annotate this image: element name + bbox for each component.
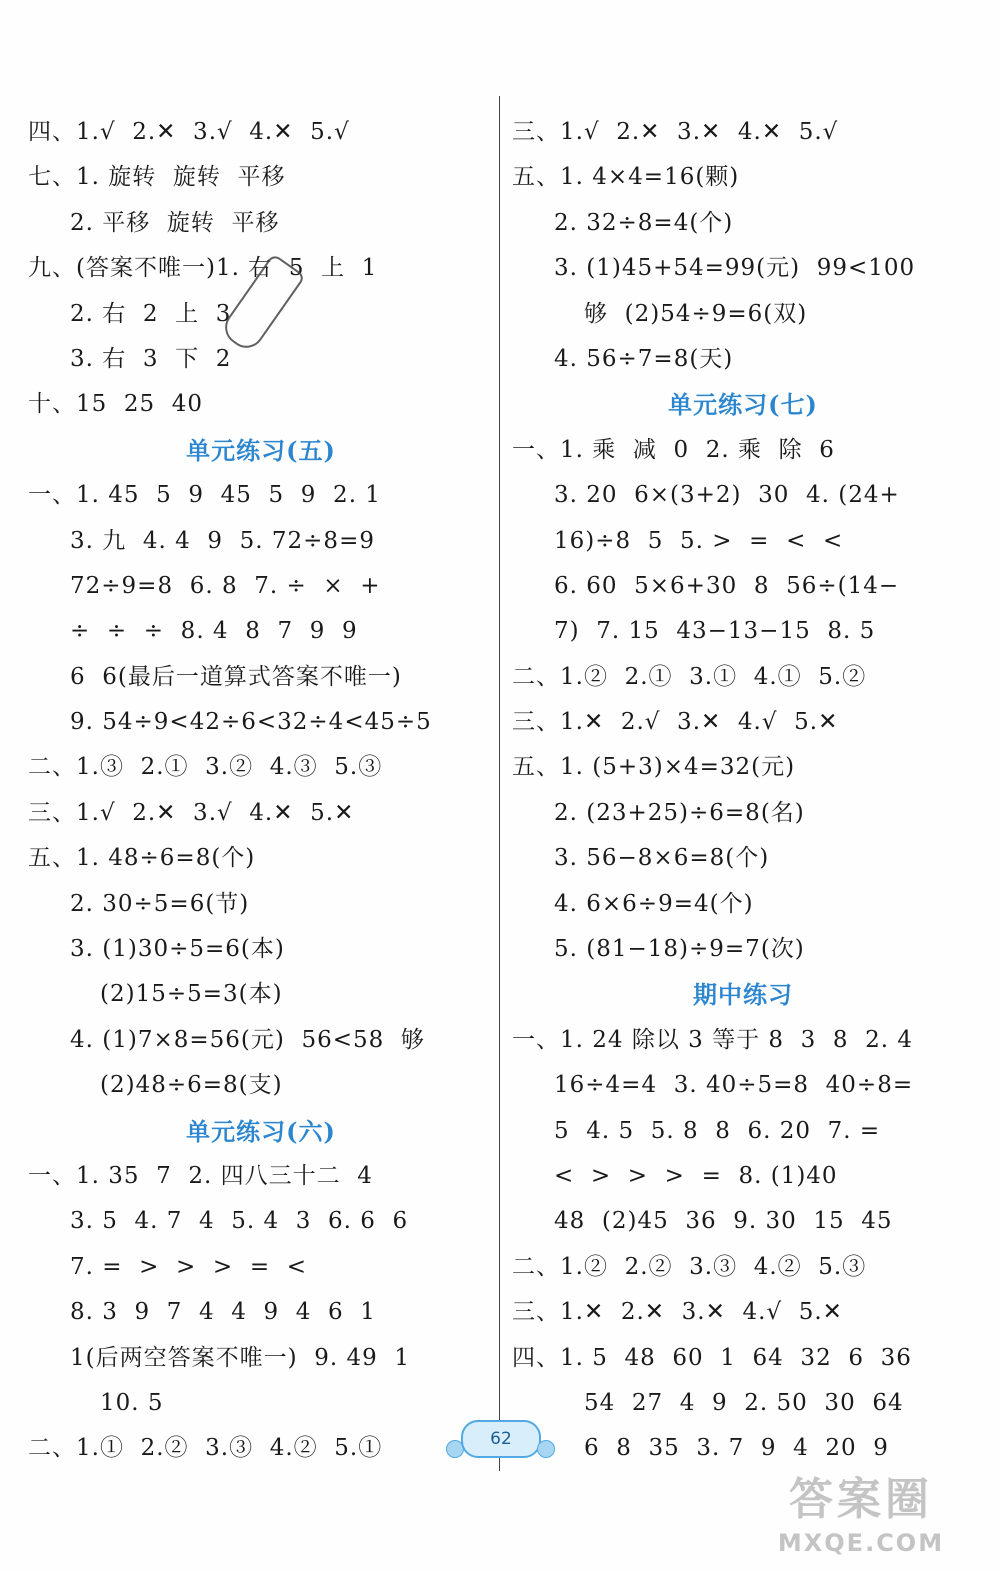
- answer-line: 2. 32÷8=4(个): [554, 209, 734, 236]
- answer-line: 二、1.② 2.① 3.① 4.① 5.②: [512, 663, 867, 690]
- answer-line: 2. 30÷5=6(节): [70, 890, 250, 917]
- column-divider: [499, 96, 500, 1471]
- watermark: [756, 1472, 966, 1564]
- answer-line: 二、1.① 2.② 3.③ 4.② 5.①: [28, 1435, 383, 1462]
- answer-line: 8. 3 9 7 4 4 9 4 6 1: [70, 1299, 376, 1326]
- answer-line: (2)15÷5=3(本): [100, 981, 283, 1008]
- watermark-url: MXQE.COM: [777, 1529, 945, 1557]
- answer-line: 十、15 25 40: [28, 391, 204, 418]
- section-heading: 单元练习(七): [668, 390, 818, 420]
- answer-line: 5 4. 5 5. 8 8 6. 20 7. =: [554, 1117, 881, 1144]
- answer-line: 三、1.✕ 2.√ 3.✕ 4.√ 5.✕: [512, 709, 839, 736]
- answer-line: 10. 5: [100, 1389, 164, 1416]
- answer-line: 五、1. (5+3)×4=32(元): [512, 754, 796, 781]
- answer-line: 16÷4=4 3. 40÷5=8 40÷8=: [554, 1072, 914, 1099]
- answer-line: 2. 右 2 上 3: [70, 300, 232, 327]
- answer-line: 三、1.✕ 2.✕ 3.✕ 4.√ 5.✕: [512, 1299, 843, 1326]
- answer-line: 四、1.√ 2.✕ 3.√ 4.✕ 5.√: [28, 119, 350, 145]
- answer-line: 3. 20 6×(3+2) 30 4. (24+: [554, 482, 900, 509]
- answer-line: 一、1. 35 7 2. 四八三十二 4: [28, 1162, 373, 1189]
- answer-line: 16)÷8 5 5. > = < <: [554, 527, 844, 554]
- answer-line: < > > > = 8. (1)40: [554, 1162, 838, 1189]
- answer-line: 6 6(最后一道算式答案不唯一): [70, 663, 402, 690]
- page-number: 62: [461, 1420, 541, 1458]
- answer-line: 七、1. 旋转 旋转 平移: [28, 164, 286, 191]
- answer-line: 6 8 35 3. 7 9 4 20 9: [584, 1435, 889, 1462]
- answer-line: 3. 5 4. 7 4 5. 4 3 6. 6 6: [70, 1208, 409, 1235]
- answer-line: 三、1.√ 2.✕ 3.✕ 4.✕ 5.√: [512, 119, 839, 145]
- answer-line: 4. 56÷7=8(天): [554, 345, 734, 372]
- answer-line: 6. 60 5×6+30 8 56÷(14−: [554, 572, 900, 599]
- answer-line: 4. (1)7×8=56(元) 56<58 够: [70, 1026, 425, 1053]
- answer-line: 五、1. 4×4=16(颗): [512, 164, 740, 191]
- answer-line: 二、1.② 2.② 3.③ 4.② 5.③: [512, 1253, 867, 1280]
- answer-line: 9. 54÷9<42÷6<32÷4<45÷5: [70, 709, 432, 736]
- watermark-logo-text: 答案圈: [789, 1474, 933, 1525]
- answer-line: 7) 7. 15 43−13−15 8. 5: [554, 618, 876, 645]
- answer-line: 三、1.√ 2.✕ 3.√ 4.✕ 5.✕: [28, 799, 355, 826]
- section-heading: 单元练习(五): [186, 435, 336, 465]
- answer-line: 54 27 4 9 2. 50 30 64: [584, 1389, 904, 1416]
- answer-line: 二、1.③ 2.① 3.② 4.③ 5.③: [28, 754, 383, 781]
- answer-line: 2. 平移 旋转 平移: [70, 209, 280, 236]
- answer-line: 5. (81−18)÷9=7(次): [554, 936, 805, 963]
- answer-line: 五、1. 48÷6=8(个): [28, 845, 256, 872]
- answer-line: ÷ ÷ ÷ 8. 4 8 7 9 9: [70, 618, 358, 645]
- answer-line: 2. (23+25)÷6=8(名): [554, 799, 805, 826]
- answer-line: 48 (2)45 36 9. 30 15 45: [554, 1208, 893, 1235]
- answer-line: 3. 56−8×6=8(个): [554, 845, 770, 872]
- answer-line: 7. = > > > = <: [70, 1253, 307, 1280]
- answer-line: (2)48÷6=8(支): [100, 1072, 283, 1099]
- answer-line: 3. (1)30÷5=6(本): [70, 936, 285, 963]
- answer-line: 一、1. 45 5 9 45 5 9 2. 1: [28, 482, 381, 509]
- answer-line: 3. 右 3 下 2: [70, 345, 232, 372]
- answer-line: 一、1. 24 除以 3 等于 8 3 8 2. 4: [512, 1026, 914, 1053]
- answer-line: 1(后两空答案不唯一) 9. 49 1: [70, 1344, 410, 1371]
- answer-line: 72÷9=8 6. 8 7. ÷ × +: [70, 572, 381, 599]
- right-answer-column: [512, 110, 974, 1472]
- section-heading: 单元练习(六): [186, 1116, 336, 1146]
- bubble-right-icon: [537, 1440, 555, 1458]
- answer-line: 九、(答案不唯一)1. 右 5 上 1: [28, 255, 378, 282]
- section-heading: 期中练习: [693, 980, 793, 1010]
- answer-line: 四、1. 5 48 60 1 64 32 6 36: [512, 1344, 912, 1371]
- answer-line: 够 (2)54÷9=6(双): [584, 300, 808, 327]
- answer-line: 3. 九 4. 4 9 5. 72÷8=9: [70, 527, 375, 554]
- answer-line: 3. (1)45+54=99(元) 99<100: [554, 255, 916, 282]
- answer-line: 一、1. 乘 减 0 2. 乘 除 6: [512, 436, 835, 463]
- answer-line: 4. 6×6÷9=4(个): [554, 890, 754, 917]
